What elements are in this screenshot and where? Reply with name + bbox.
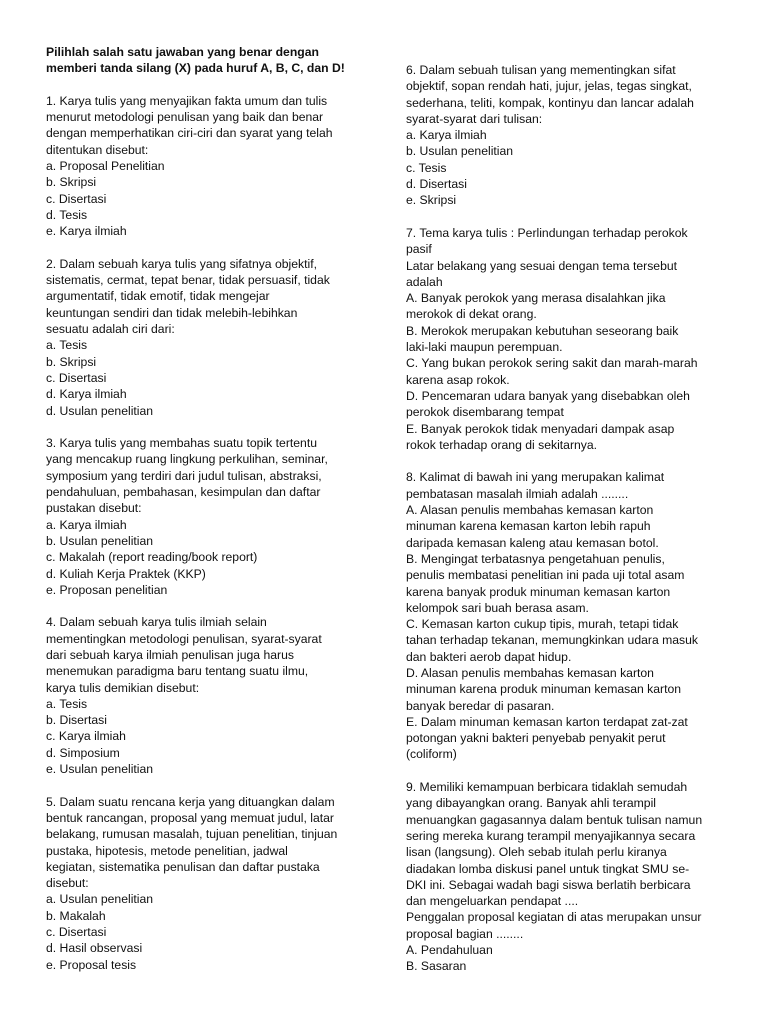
text-line: yang dibayangkan orang. Banyak ahli terampil	[406, 796, 657, 811]
text-line: banyak beredar di pasaran.	[406, 698, 555, 713]
text-line: D. Pencemaran udara banyak yang disebabkan oleh	[406, 388, 690, 403]
text-line: symposium yang terdiri dari judul tulisan, abstraksi,	[46, 468, 322, 483]
text-line: minuman karena produk minuman kemasan karton	[406, 682, 682, 697]
text-line: A. Banyak perokok yang merasa disalahkan jika	[406, 291, 666, 306]
text-line: pembatasan masalah ilmiah adalah ........	[406, 486, 629, 501]
text-line: merokok di dekat orang.	[406, 307, 537, 322]
text-line: pendahuluan, pembahasan, kesimpulan dan daftar	[46, 485, 321, 500]
text-line: e. Proposal tesis	[46, 957, 137, 972]
text-line: dan bakteri aerob dapat hidup.	[406, 649, 572, 664]
left-column	[46, 44, 376, 973]
text-line: kegiatan, sistematika penulisan dan daftar pustaka	[46, 859, 320, 874]
paragraph-gap	[406, 453, 736, 469]
text-line: menurut metodologi penulisan yang baik dan benar	[46, 110, 324, 125]
text-line: b. Disertasi	[46, 713, 107, 728]
text-line: a. Usulan penelitian	[46, 892, 154, 907]
text-line: 1. Karya tulis yang menyajikan fakta umum dan tulis	[46, 93, 328, 108]
text-line: E. Banyak perokok tidak menyadari dampak asap	[406, 421, 675, 436]
paragraph-gap	[46, 598, 376, 614]
paragraph-gap	[46, 777, 376, 793]
text-line: proposal bagian ........	[406, 926, 524, 941]
paragraph-gap	[46, 77, 376, 93]
text-line: e. Proposan penelitian	[46, 582, 168, 597]
text-line: d. Disertasi	[406, 177, 467, 192]
text-line: lisan (langsung). Oleh sebab itulah perlu kiranya	[406, 845, 667, 860]
text-line: b. Usulan penelitian	[406, 144, 514, 159]
text-line: Latar belakang yang sesuai dengan tema tersebut	[406, 258, 678, 273]
text-line: A. Alasan penulis membahas kemasan karton	[406, 503, 654, 518]
text-line: pustaka, hipotesis, metode penelitian, jadwal	[46, 843, 288, 858]
text-line: d. Karya ilmiah	[46, 387, 127, 402]
text-line: c. Karya ilmiah	[46, 729, 126, 744]
paragraph-gap	[406, 763, 736, 779]
text-line: C. Yang bukan perokok sering sakit dan marah-marah	[406, 356, 698, 371]
text-line: d. Simposium	[46, 745, 120, 760]
paragraph-gap	[46, 419, 376, 435]
text-line: a. Proposal Penelitian	[46, 159, 165, 174]
text-line: c. Tesis	[406, 160, 447, 175]
text-line: 7. Tema karya tulis : Perlindungan terhadap perokok	[406, 225, 688, 240]
text-line: penulis membatasi penelitian ini pada uji total asam	[406, 568, 685, 583]
text-line: bentuk rancangan, proposal yang memuat judul, latar	[46, 810, 334, 825]
text-line: minuman karena kemasan karton lebih rapuh	[406, 519, 651, 534]
text-line: 8. Kalimat di bawah ini yang merupakan kalimat	[406, 470, 665, 485]
text-line: a. Tesis	[46, 338, 88, 353]
text-line: 6. Dalam sebuah tulisan yang mementingkan sifat	[406, 63, 676, 77]
text-line: syarat-syarat dari tulisan:	[406, 111, 543, 126]
text-line: dengan memperhatikan ciri-ciri dan syarat yang telah	[46, 126, 333, 141]
text-line: a. Karya ilmiah	[46, 517, 127, 532]
text-line: pustakan disebut:	[46, 501, 142, 516]
text-line: sederhana, teliti, kompak, kontinyu dan lancar adalah	[406, 95, 694, 110]
text-line: Penggalan proposal kegiatan di atas merupakan unsur	[406, 910, 702, 925]
text-line: 3. Karya tulis yang membahas suatu topik tertentu	[46, 436, 317, 451]
text-line: c. Disertasi	[46, 370, 107, 385]
text-line: 9. Memiliki kemampuan berbicara tidaklah semudah	[406, 780, 688, 795]
text-line: e. Skripsi	[406, 193, 457, 208]
text-line: ditentukan disebut:	[46, 142, 149, 157]
text-line: disebut:	[46, 876, 89, 891]
text-line: karena banyak produk minuman kemasan karton	[406, 584, 671, 599]
text-line: laki-laki maupun perempuan.	[406, 340, 563, 355]
text-line: perokok disembarang tempat	[406, 405, 564, 420]
text-line: B. Sasaran	[406, 959, 467, 974]
text-line: d. Tesis	[46, 207, 88, 222]
text-line: b. Makalah	[46, 908, 106, 923]
text-line: tahan terhadap tekanan, memungkinkan udara masuk	[406, 633, 699, 648]
text-line: B. Mengingat terbatasnya pengetahuan penulis,	[406, 551, 665, 566]
text-line: menemukan paradigma baru tentang suatu ilmu,	[46, 664, 309, 679]
instruction-line: Pilihlah salah satu jawaban yang benar dengan	[46, 45, 319, 59]
text-line: a. Karya ilmiah	[406, 128, 487, 143]
text-line: dari sebuah karya ilmiah penulisan juga harus	[46, 647, 294, 662]
text-line: 5. Dalam suatu rencana kerja yang dituangkan dalam	[46, 794, 335, 809]
text-line: d. Hasil observasi	[46, 941, 143, 956]
text-line: kelompok sari buah berasa asam.	[406, 600, 589, 615]
text-line: daripada kemasan kaleng atau kemasan botol.	[406, 535, 659, 550]
text-line: dan mengeluarkan pendapat ....	[406, 894, 579, 909]
text-line: D. Alasan penulis membahas kemasan karton	[406, 665, 654, 680]
text-line: b. Usulan penelitian	[46, 533, 154, 548]
text-line: b. Skripsi	[46, 354, 97, 369]
text-line: b. Skripsi	[46, 175, 97, 190]
text-line: mementingkan metodologi penulisan, syarat-syarat	[46, 631, 322, 646]
text-line: keuntungan sendiri dan tidak melebih-lebihkan	[46, 305, 298, 320]
text-line: pasif	[406, 242, 432, 257]
text-line: menuangkan gagasannya dalam bentuk tulisan namun	[406, 812, 703, 827]
text-line: diadakan lomba diskusi panel untuk tingkat SMU se-	[406, 861, 690, 876]
paragraph-gap	[46, 240, 376, 256]
text-line: adalah	[406, 274, 443, 289]
text-line: sistematis, cermat, tepat benar, tidak persuasif, tidak	[46, 273, 330, 288]
text-line: argumentatif, tidak emotif, tidak mengejar	[46, 289, 270, 304]
text-line: karena asap rokok.	[406, 372, 510, 387]
text-line: belakang, rumusan masalah, tujuan penelitian, tinjuan	[46, 827, 338, 842]
text-line: sering mereka kurang terampil menyajikannya secara	[406, 828, 696, 843]
text-line: 2. Dalam sebuah karya tulis yang sifatnya objektif,	[46, 256, 317, 271]
text-line: yang mencakup ruang lingkung perkulihan, seminar,	[46, 452, 328, 467]
paragraph-gap	[406, 209, 736, 225]
text-line: karya tulis demikian disebut:	[46, 680, 200, 695]
text-line: e. Karya ilmiah	[46, 224, 127, 239]
text-line: A. Pendahuluan	[406, 943, 493, 958]
text-line: potongan yakni bakteri penyebab penyakit perut	[406, 731, 666, 746]
text-line: rokok terhadap orang di sekitarnya.	[406, 437, 598, 452]
text-line: c. Disertasi	[46, 925, 107, 940]
text-line: c. Makalah (report reading/book report)	[46, 550, 258, 565]
text-line: 4. Dalam sebuah karya tulis ilmiah selain	[46, 615, 267, 630]
text-line: e. Usulan penelitian	[46, 762, 154, 777]
text-line: DKI ini. Sebagai wadah bagi siswa berlatih berbicara	[406, 877, 691, 892]
text-line: d. Kuliah Kerja Praktek (KKP)	[46, 566, 206, 581]
text-line: a. Tesis	[46, 696, 88, 711]
text-line: (coliform)	[406, 747, 457, 762]
text-line: E. Dalam minuman kemasan karton terdapat zat-zat	[406, 714, 688, 729]
instruction-line: memberi tanda silang (X) pada huruf A, B, C, dan D!	[46, 61, 345, 76]
text-line: objektif, sopan rendah hati, jujur, jelas, tegas singkat,	[406, 79, 692, 94]
text-line: sesuatu adalah ciri dari:	[46, 322, 175, 337]
text-line: C. Kemasan karton cukup tipis, murah, tetapi tidak	[406, 617, 679, 632]
text-line: c. Disertasi	[46, 191, 107, 206]
right-column	[406, 62, 736, 975]
text-line: B. Merokok merupakan kebutuhan seseorang baik	[406, 323, 679, 338]
text-line: d. Usulan penelitian	[46, 403, 154, 418]
